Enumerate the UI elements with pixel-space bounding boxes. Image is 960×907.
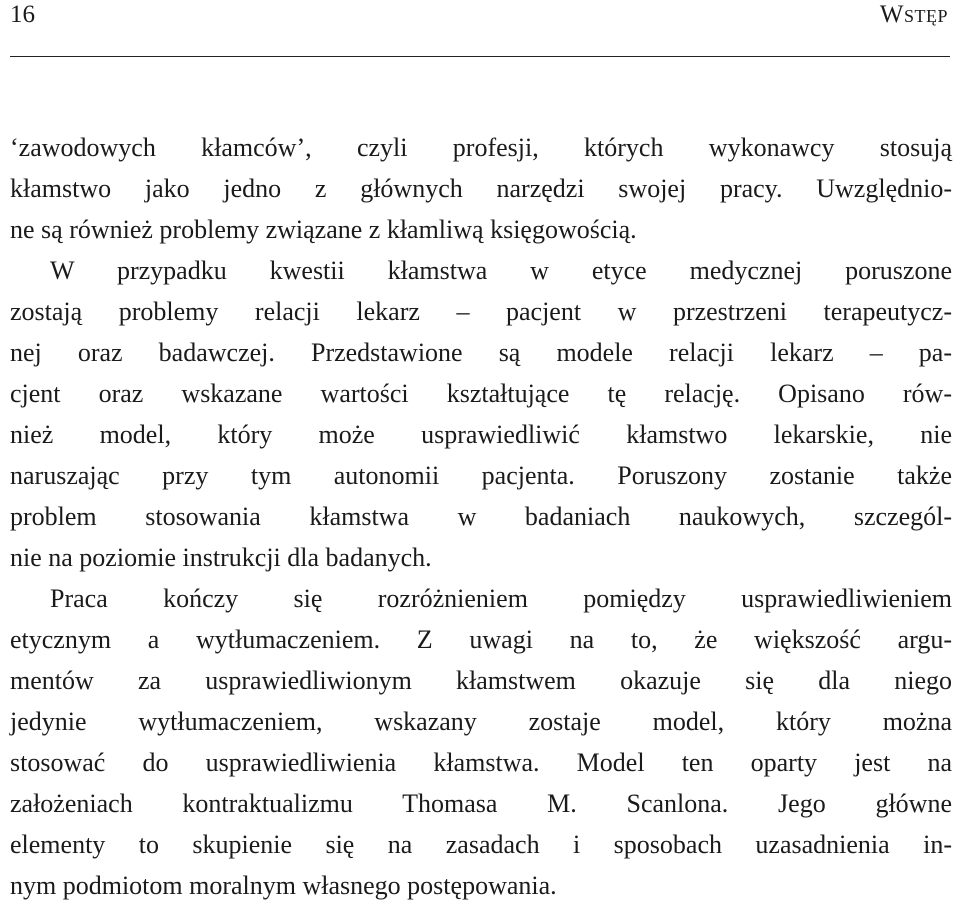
text-line: nież model, który może usprawiedliwić kłamstwo lekarskie, nie: [10, 420, 952, 449]
text-line: Praca kończy się rozróżnieniem pomiędzy usprawiedliwieniem: [50, 584, 952, 613]
text-line: nej oraz badawczej. Przedstawione są modele relacji lekarz – pa-: [10, 338, 952, 367]
text-line: problem stosowania kłamstwa w badaniach naukowych, szczegól-: [10, 502, 952, 531]
text-line: etycznym a wytłumaczeniem. Z uwagi na to, że większość argu-: [10, 625, 952, 654]
text-line: W przypadku kwestii kłamstwa w etyce medycznej poruszone: [50, 256, 952, 285]
body-text: [10, 127, 952, 906]
text-line: naruszając przy tym autonomii pacjenta. Poruszony zostanie także: [10, 461, 952, 490]
text-line: stosować do usprawiedliwienia kłamstwa. Model ten oparty jest na: [10, 748, 952, 777]
text-line: ‘zawodowych kłamców’, czyli profesji, których wykonawcy stosują: [10, 133, 952, 162]
page-header: [10, 0, 950, 57]
text-line: nym podmiotom moralnym własnego postępowania.: [10, 871, 557, 900]
text-line: kłamstwo jako jedno z głównych narzędzi swojej pracy. Uwzględnio-: [10, 174, 952, 203]
page-number: 16: [10, 1, 35, 28]
text-line: zostają problemy relacji lekarz – pacjent w przestrzeni terapeutycz-: [10, 297, 952, 326]
text-line: jedynie wytłumaczeniem, wskazany zostaje model, który można: [10, 707, 952, 736]
text-line: elementy to skupienie się na zasadach i sposobach uzasadnienia in-: [10, 830, 952, 859]
text-line: nie na poziomie instrukcji dla badanych.: [10, 543, 432, 572]
text-line: ne są również problemy związane z kłamliwą księgowością.: [10, 215, 637, 244]
text-line: mentów za usprawiedliwionym kłamstwem okazuje się dla niego: [10, 666, 952, 695]
running-head: Wstęp: [879, 1, 948, 28]
text-line: cjent oraz wskazane wartości kształtujące tę relację. Opisano rów-: [10, 379, 952, 408]
text-line: założeniach kontraktualizmu Thomasa M. Scanlona. Jego główne: [10, 789, 952, 818]
